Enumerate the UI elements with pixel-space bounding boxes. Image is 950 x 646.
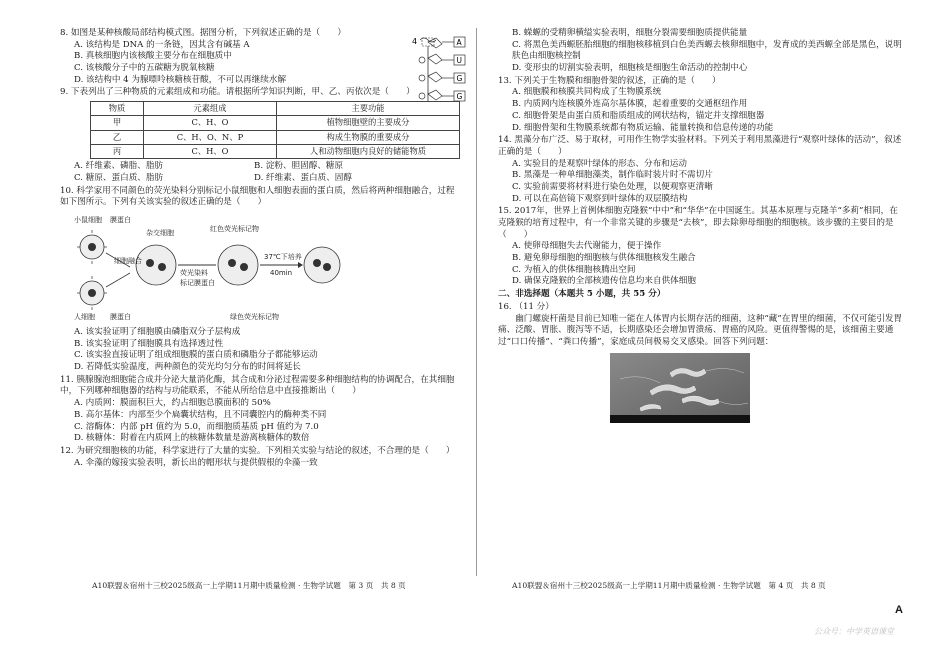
question-stem: 11. 胰腺腺泡细胞能合成并分泌大量消化酶，其合成和分泌过程需要多种细胞结构的协调配合，在其细胞中，下列哪种细胞器的结构与功能联系，不能从所给信息中直接推断出（ ）: [60, 374, 455, 397]
page-footer-left: A10联盟＆宿州十三校2025级高一上学期11月期中质量检测 · 生物学试题 第 3 页 共 8 页: [92, 581, 406, 590]
cell-fusion-diagram: [70, 209, 350, 327]
option: B. 高尔基体：内部至少个扁囊状结构，且不同囊腔内的酶种类不同: [74, 409, 327, 420]
right-column: [498, 28, 906, 424]
substance-table: [90, 101, 460, 159]
option: C. 溶酶体：内部 pH 值约为 5.0，而细胞质基质 pH 值约为 7.0: [74, 421, 319, 432]
question-13: [498, 76, 906, 134]
question-stem: 13. 下列关于生物膜和细胞骨架的叙述，正确的是（ ）: [498, 75, 721, 86]
left-column: [60, 28, 462, 470]
question-stem: 14. 黑藻分布广泛、易于取材，可用作生物学实验材料。下列关于利用黑藻进行“观察叶绿体的活动”，叙述正确的是（ ）: [498, 135, 902, 157]
column-divider: [476, 28, 477, 576]
question-14: [498, 135, 906, 205]
table-cell: C、H、O、N、P: [144, 130, 277, 144]
question-stem: 9. 下表列出了三种物质的元素组成和功能。请根据所学知识判断，甲、乙、丙依次是（ ）: [60, 87, 415, 98]
option: B. 真核细胞内该核酸主要分布在细胞质中: [74, 51, 232, 62]
micrograph-image: [610, 353, 750, 423]
base-label: A: [456, 38, 462, 47]
label-membrane-protein: 膜蛋白: [110, 313, 131, 321]
option: A. 纤维素、磷脂、脂肪: [74, 161, 164, 172]
option: D. 核糖体：附着在内质网上的核糖体数量是游离核糖体的数倍: [74, 433, 310, 444]
table-cell: 人和动物细胞内良好的储能物质: [277, 144, 460, 158]
question-stem: 12. 为研究细胞核的功能，科学家进行了大量的实验。下列相关实验与结论的叙述，不合理的是（ ）: [60, 445, 455, 456]
table-cell: 甲: [91, 116, 144, 130]
question-text: 幽门螺旋杆菌是目前已知唯一能在人体胃内长期存活的细菌，这种“藏”在胃里的细菌，不仅可能引发胃痛、泛酸、胃胀、腹泻等不适，长期感染还会增加胃溃疡、胃癌的风险。更值得警惕的是，该细菌主要通过“口口传播”、“粪口传播”，家庭成员间极易交叉感染。回答下列问题：: [498, 313, 903, 347]
label-hybrid-cell: 杂交细胞: [146, 229, 174, 237]
question-16: [498, 302, 906, 423]
option: C. 实验前需要将材料进行染色处理，以便观察更清晰: [512, 181, 713, 192]
option: B. 内质网内连核膜外连高尔基体膜，起着重要的交通枢纽作用: [512, 99, 748, 110]
option: B. 蝾螈的受精卵横缢实验表明，细胞分裂需要细胞质提供能量: [512, 28, 748, 38]
base-label: U: [456, 56, 462, 65]
option: D. 可以在高倍镜下观察到叶绿体的双层膜结构: [512, 193, 688, 204]
table-cell: 植物细胞壁的主要成分: [277, 116, 460, 130]
question-10: [60, 186, 462, 374]
table-cell: C、H、O: [144, 144, 277, 158]
table-cell: 乙: [91, 130, 144, 144]
label-time: 40min: [270, 269, 293, 277]
table-row: [91, 116, 460, 130]
question-11: [60, 375, 462, 445]
option-row: [74, 173, 462, 185]
option: B. 淀粉、胆固醇、糖原: [254, 161, 344, 172]
label-membrane-protein: 膜蛋白: [110, 216, 131, 224]
label-green-fluorescent: 绿色荧光标记物: [230, 313, 279, 321]
table-header: 主要功能: [277, 102, 460, 116]
label-red-fluorescent: 红色荧光标记物: [210, 225, 259, 233]
question-stem: 8. 如图是某种核酸局部结构模式图。据图分析，下列叙述正确的是（ ）: [60, 28, 346, 38]
option: D. 确保克隆猴的全部核遗传信息均来自供体细胞: [512, 276, 696, 287]
question-15: [498, 206, 906, 288]
table-header: 元素组成: [144, 102, 277, 116]
question-head: 16. （11 分）: [498, 301, 554, 312]
table-cell: 构成生物膜的重要成分: [277, 130, 460, 144]
option: A. 该结构是 DNA 的一条链，因其含有碱基 A: [74, 39, 250, 50]
question-12: [60, 446, 462, 469]
question-9: [60, 87, 462, 184]
option: A. 内质网：膜面积巨大，约占细胞总膜面积的 50%: [74, 398, 271, 409]
option: D. 变形虫的切割实验表明，细胞核是细胞生命活动的控制中心: [512, 63, 748, 74]
label-culture: 37℃下培养: [264, 253, 302, 261]
page-footer-right: A10联盟＆宿州十三校2025级高一上学期11月期中质量检测 · 生物学试题 第 4 页 共 8 页: [512, 581, 826, 590]
option: A. 该实验证明了细胞膜由磷脂双分子层构成: [74, 327, 241, 337]
option: D. 该结构中 4 为腺嘌呤核糖核苷酸，不可以再继续水解: [74, 74, 287, 85]
option: B. 避免卵母细胞的细胞核与供体细胞核发生融合: [512, 253, 696, 264]
option: B. 黑藻是一种单细胞藻类，制作临时装片时不需切片: [512, 170, 713, 181]
label-fusion: 细胞融合: [114, 257, 142, 265]
corner-mark: A: [895, 604, 903, 616]
section-heading: 二、非选择题（本题共 5 小题，共 55 分）: [498, 289, 666, 300]
question-stem: 15. 2017年，世界上首例体细胞克隆猴“中中”和“华华”在中国诞生。其基本原理与克隆羊“多莉”相同，在克隆猴的培育过程中，有一个非常关键的步骤是“去核”，即去除卵母细胞的细胞核。该步骤的主要目的是（ ）: [498, 206, 898, 240]
question-stem: 10. 科学家用不同颜色的荧光染料分别标记小鼠细胞和人细胞表面的蛋白质，然后将两种细胞融合，过程如下图所示。下列有关该实验的叙述正确的是（ ）: [60, 185, 455, 208]
table-cell: C、H、O: [144, 116, 277, 130]
label-human-cell: 人细胞: [74, 313, 95, 321]
watermark: 公众号：中学英语课堂: [814, 627, 894, 636]
option: B. 该实验证明了细胞膜具有选择透过性: [74, 338, 224, 349]
base-label: G: [456, 74, 463, 83]
question-12-continued: [498, 28, 906, 75]
option: A. 细胞膜和核膜共同构成了生物膜系统: [512, 87, 662, 98]
option: D. 纤维素、蛋白质、固醇: [254, 172, 352, 183]
label-mouse-cell: 小鼠细胞: [74, 216, 102, 224]
option: C. 为植入的供体细胞核腾出空间: [512, 264, 636, 275]
label-dye: 荧光染料: [180, 269, 208, 277]
option: A. 使卵母细胞失去代谢能力，便于操作: [512, 241, 662, 252]
table-header-row: [91, 102, 460, 116]
option: C. 糖原、蛋白质、脂肪: [74, 172, 164, 183]
option: A. 实验目的是观察叶绿体的形态、分布和运动: [512, 158, 687, 169]
option: D. 细胞骨架和生物膜系统都有物质运输、能量转换和信息传递的功能: [512, 122, 774, 133]
table-cell: 丙: [91, 144, 144, 158]
table-row: [91, 144, 460, 158]
table-header: 物质: [91, 102, 144, 116]
figure-number-label: 4: [412, 37, 418, 46]
option: A. 伞藻的嫁接实验表明，新长出的帽形状与提供假根的伞藻一致: [74, 457, 318, 468]
option: D. 若降低实验温度，两种颜色的荧光均匀分布的时间将延长: [74, 362, 301, 373]
option: C. 该实验直接证明了组成细胞膜的蛋白质和磷脂分子都能够运动: [74, 350, 318, 361]
label-dye-protein: 标记膜蛋白: [180, 279, 215, 287]
option: C. 将黑色美西螈胚胎细胞的细胞核移植到白色美西螈去核卵细胞中，发育成的美西螈全部是黑色，说明肤色由细胞核控制: [512, 39, 902, 62]
base-label: G: [456, 92, 463, 101]
option: C. 该核酸分子中的五碳糖为脱氧核糖: [74, 63, 215, 74]
option: C. 细胞骨架是由蛋白质和脂质组成的网状结构，锚定并支撑细胞器: [512, 110, 765, 121]
option-row: [74, 161, 462, 173]
table-row: [91, 130, 460, 144]
